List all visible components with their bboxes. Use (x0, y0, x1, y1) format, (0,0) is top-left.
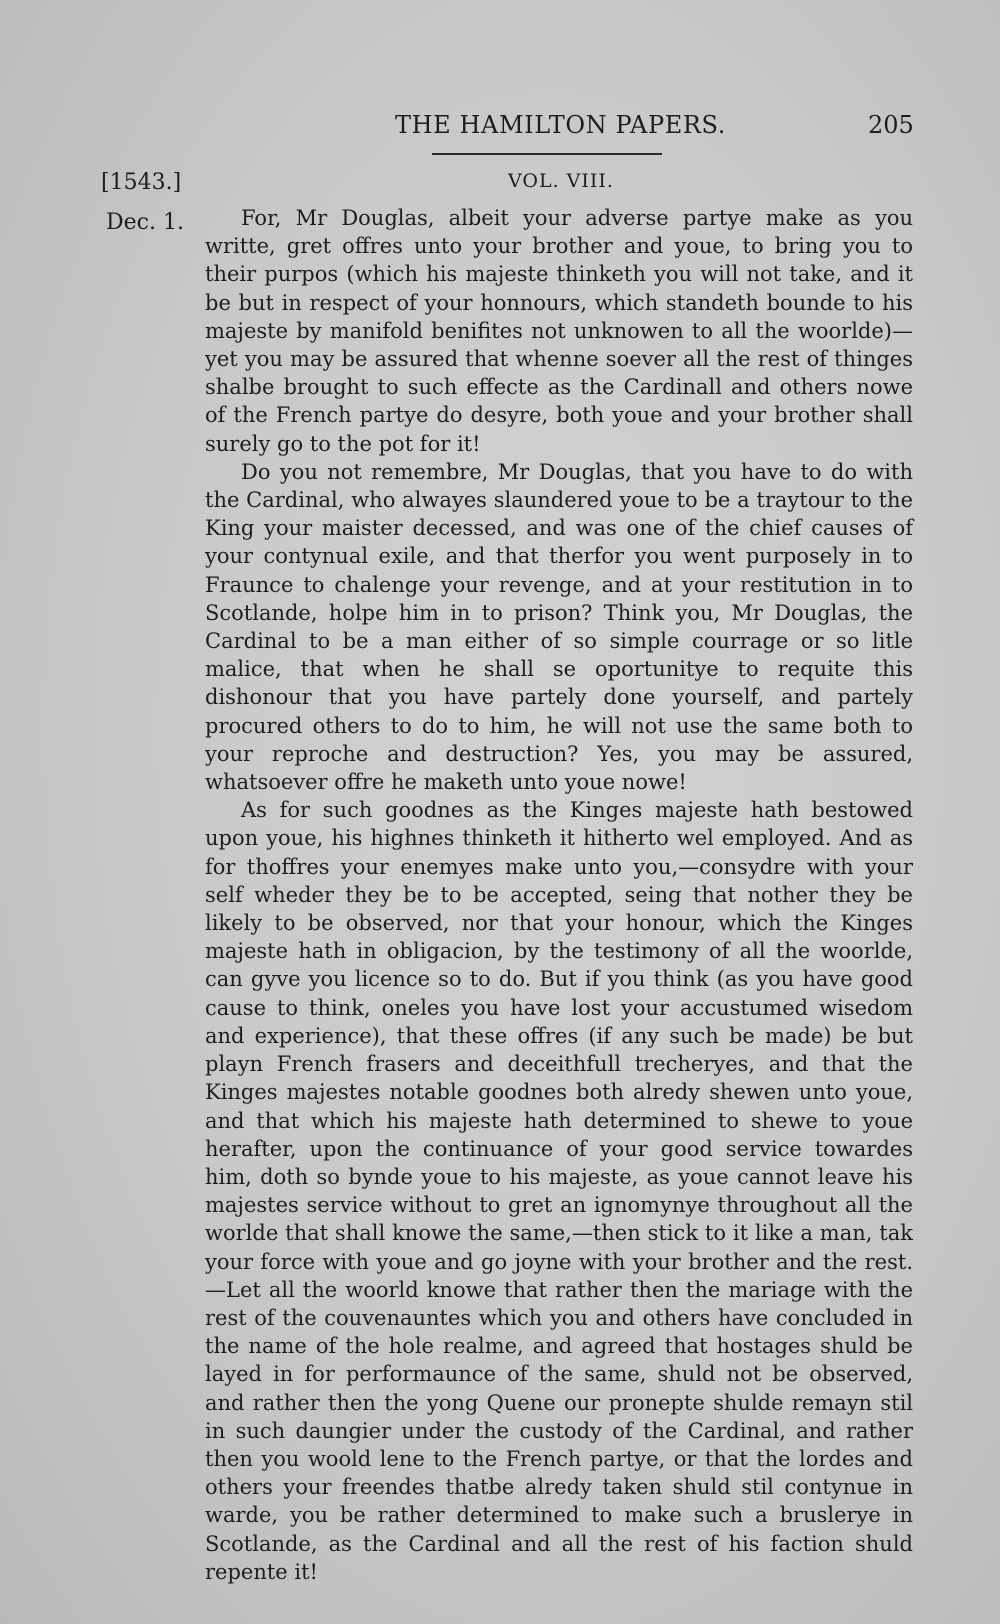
paragraph: Do you not remembre, Mr Douglas, that you have to do with the Cardinal, who alwayes slaundered youe to be a traytour to the King your maister decessed, and was one of the chief causes of your contynual exile, and that therfor you went purposely in to Fraunce to chalenge your revenge, and at your restitution in to Scotlande, holpe him in to prison? Think you, Mr Douglas, the Cardinal to be a man either of so simple courrage or so litle malice, that when he shall se oportunitye to requite this dishonour that you have partely done yourself, and partely procured others to do to him, he will not use the same both to your reproche and destruction? Yes, you may be assured, whatsoever offre he maketh unto youe nowe! (205, 459, 913, 795)
running-title: THE HAMILTON PAPERS. (395, 111, 726, 139)
page-number: 205 (868, 111, 914, 139)
margin-year: [1543.] (101, 170, 182, 195)
letter-text (205, 204, 913, 1586)
paragraph: As for such goodnes as the Kinges majeste hath bestowed upon youe, his highnes thinketh it hitherto wel employed. And as for thoffres your enemyes make unto you,—consydre with your self wheder they be to be accepted, seing that nother they be likely to be observed, nor that your honour, which the Kinges majeste hath in obligacion, by the testimony of all the woorlde, can gyve you licence so to do. But if you think (as you have good cause to think, oneles you have lost your accustumed wisedom and experience), that these offres (if any such be made) be but playn French frasers and deceithfull trecheryes, and that the Kinges majestes notable goodnes both alredy shewen unto youe, and that which his majeste hath determined to shewe to youe herafter, upon the continuance of your good service towardes him, doth so bynde youe to his majeste, as youe cannot leave his majestes service without to gret an ignomynye throughout all the worlde that shall knowe the same,—then stick to it like a man, tak your force with youe and go joyne with your brother and the rest.—Let all the woorld knowe that rather then the mariage with the rest of the couvenauntes which you and others have concluded in the name of the hole realme, and agreed that hostages shuld be layed in for performaunce of the same, shuld not be observed, and rather then the yong Quene our pronepte shulde remayn stil in such daungier under the custody of the Cardinal, and rather then you woold lene to the French partye, or that the lordes and others your freendes thatbe alredy taken shuld stil contynue in warde, you be rather determined to make such a bruslerye in Scotlande, as the Cardinal and all the rest of his faction shuld repente it! (205, 798, 913, 1584)
paragraph: For, Mr Douglas, albeit your adverse partye make as you writte, gret offres unto your brother and youe, to bring you to their purpos (which his majeste thinketh you will not take, and it be but in respect of your honnours, which standeth bounde to his majeste by manifold benifites not unknowen to all the woorlde)—yet you may be assured that whenne soever all the rest of thinges shalbe brought to such effecte as the Cardinall and others nowe of the French partye do desyre, both youe and your brother shall surely go to the pot for it! (205, 206, 913, 456)
title-rule (432, 153, 662, 155)
margin-date: Dec. 1. (106, 210, 184, 235)
volume-heading: VOL. VIII. (508, 170, 614, 192)
